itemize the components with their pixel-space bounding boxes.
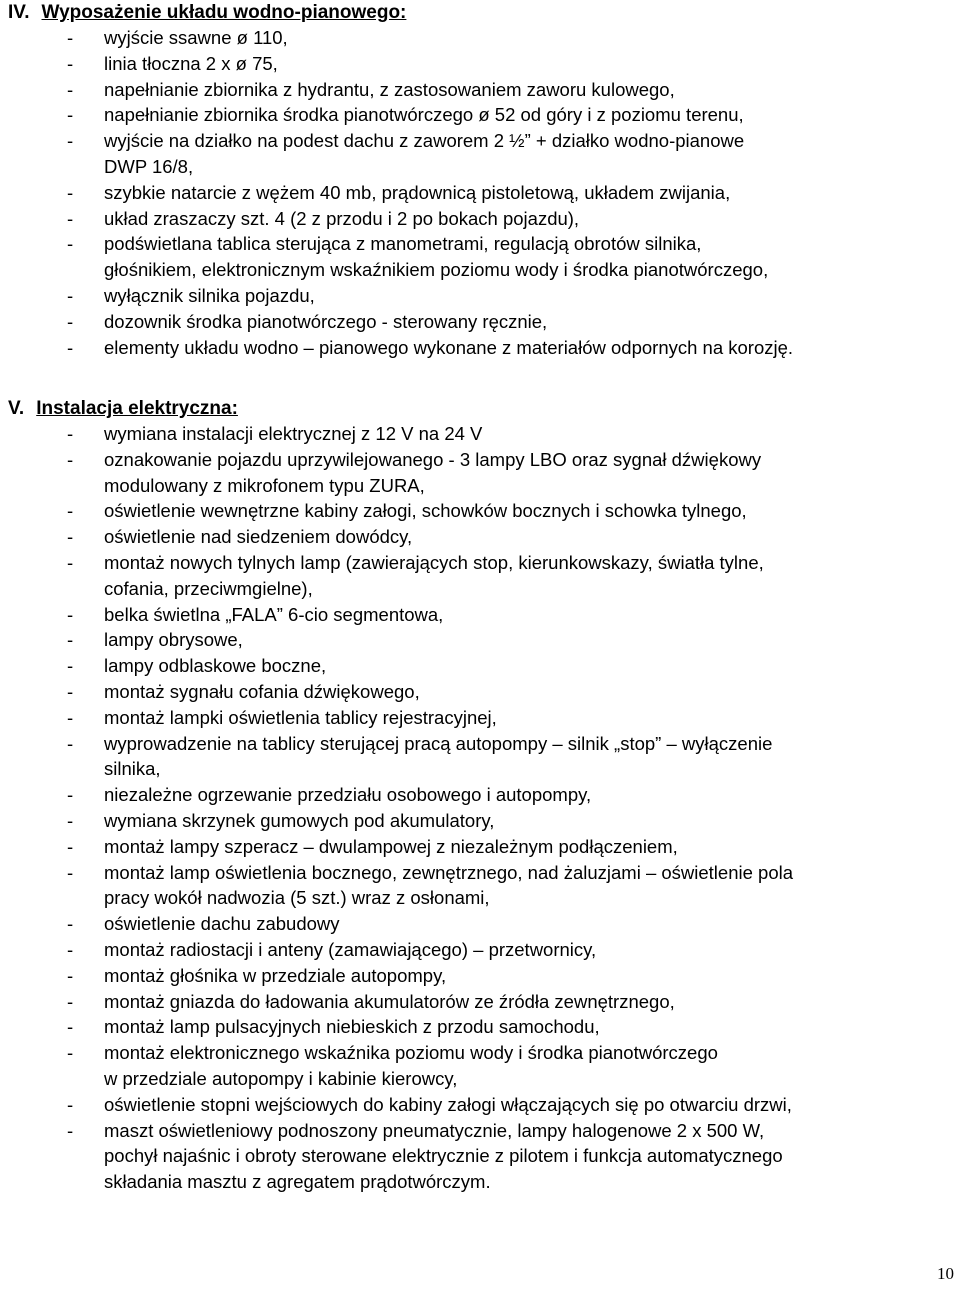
bullet-dash: - [67,78,74,100]
list-item [67,208,579,230]
bullet-dash: - [67,732,74,754]
list-item-text: oznakowanie pojazdu uprzywilejowanego - 3 lampy LBO oraz sygnał dźwiękowy [104,448,762,470]
list-item [67,130,744,152]
bullet-dash: - [67,423,74,444]
list-item-text: montaż lampy szperacz – dwulampowej z niezależnym podłączeniem, [104,835,678,857]
bullet-dash: - [67,629,74,651]
bullet-dash: - [67,526,74,548]
list-item [67,939,596,961]
list-item-continuation: w przedziale autopompy i kabinie kierowcy, [104,1068,458,1089]
list-item [67,784,591,806]
list-item-text: niezależne ogrzewanie przedziału osobowego i autopompy, [104,784,592,806]
list-item [67,526,412,548]
list-item-continuation: pochył najaśnic i obroty sterowane elektrycznie z pilotem i funkcja automatycznego [104,1145,783,1167]
list-item-text: belka świetlna „FALA” 6-cio segmentowa, [104,603,444,625]
list-item-text: montaż radiostacji i anteny (zamawiającego) – przetwornicy, [104,939,597,960]
list-item [67,53,278,75]
list-item-text: oświetlenie nad siedzeniem dowódcy, [104,526,413,548]
list-item-text: wyjście ssawne ø 110, [104,27,288,48]
list-item [67,913,340,935]
list-item [67,79,675,101]
bullet-dash: - [67,1042,74,1064]
bullet-dash: - [67,1093,74,1115]
list-item [67,1042,718,1064]
list-item [67,681,420,703]
list-item-text: oświetlenie wewnętrzne kabiny załogi, schowków bocznych i schowka tylnego, [104,500,747,522]
list-item [67,337,793,359]
list-item-text: lampy odblaskowe boczne, [104,655,327,677]
list-item-text: napełnianie zbiornika z hydrantu, z zastosowaniem zaworu kulowego, [104,78,675,100]
list-item-text: maszt oświetleniowy podnoszony pneumatycznie, lampy halogenowe 2 x 500 W, [104,1119,765,1141]
bullet-dash: - [67,448,74,470]
list-item-text: napełnianie zbiornika środka pianotwórczego ø 52 od góry i z poziomu terenu, [104,104,744,126]
list-item-text: montaż elektronicznego wskaźnika poziomu wody i środka pianotwórczego [104,1042,718,1064]
bullet-dash: - [67,285,74,306]
list-item [67,1094,792,1116]
list-item [67,311,547,333]
list-item [67,449,761,471]
bullet-dash: - [67,990,74,1012]
list-item [67,1016,600,1038]
bullet-dash: - [67,913,74,935]
list-item-text: dozownik środka pianotwórczego - sterowany ręcznie, [104,310,548,332]
bullet-dash: - [67,603,74,625]
list-item-text: montaż sygnału cofania dźwiękowego, [104,681,420,702]
bullet-dash: - [67,52,74,74]
list-item-text: wyprowadzenie na tablicy sterującej pracą autopompy – silnik „stop” – wyłączenie [104,732,773,754]
list-item-text: wymiana instalacji elektrycznej z 12 V na 24 V [104,423,483,444]
bullet-dash: - [67,181,74,203]
list-item-text: elementy układu wodno – pianowego wykonane z materiałów odpornych na korozję. [104,336,794,358]
bullet-dash: - [67,130,74,152]
bullet-dash: - [67,784,74,806]
list-item-text: lampy obrysowe, [104,629,243,651]
list-item-continuation: DWP 16/8, [104,156,194,177]
list-item-text: montaż nowych tylnych lamp (zawierających stop, kierunkowskazy, światła tylne, [104,552,764,573]
list-item-continuation: cofania, przeciwmgielne), [104,577,313,599]
bullet-dash: - [67,861,74,883]
list-item [67,836,678,858]
list-item-text: montaż lamp oświetlenia bocznego, zewnętrznego, nad żaluzjami – oświetlenie pola [104,861,794,883]
list-item [67,733,772,755]
bullet-dash: - [67,104,74,126]
list-item-text: wyjście na działko na podest dachu z zaworem 2 ½” + działko wodno-pianowe [104,130,745,152]
list-item-continuation: pracy wokół nadwozia (5 szt.) wraz z osłonami, [104,887,490,909]
list-item-text: oświetlenie dachu zabudowy [104,913,340,935]
bullet-dash: - [67,552,74,573]
list-item-text: wymiana skrzynek gumowych pod akumulatory, [104,810,495,831]
bullet-dash: - [67,27,74,48]
list-item-continuation: składania masztu z agregatem prądotwórczym. [104,1171,491,1193]
list-item [67,604,443,626]
list-item [67,629,243,651]
list-item-text: linia tłoczna 2 x ø 75, [104,52,278,74]
list-item-continuation: głośnikiem, elektronicznym wskaźnikiem poziomu wody i środka pianotwórczego, [104,259,769,281]
list-item-continuation: modulowany z mikrofonem typu ZURA, [104,474,425,496]
list-item [67,655,326,677]
section-number: IV. [8,2,30,23]
list-item [67,552,764,574]
list-item-text: układ zraszaczy szt. 4 (2 z przodu i 2 po bokach pojazdu), [104,207,580,229]
bullet-dash: - [67,835,74,857]
list-item-text: montaż gniazda do ładowania akumulatorów ze źródła zewnętrznego, [104,990,675,1012]
section-title: Wyposażenie układu wodno-pianowego: [41,2,407,23]
bullet-dash: - [67,233,74,255]
bullet-dash: - [67,939,74,960]
list-item-text: montaż głośnika w przedziale autopompy, [104,964,447,986]
list-item-text: oświetlenie stopni wejściowych do kabiny załogi włączających się po otwarciu drzwi, [104,1093,792,1115]
list-item [67,423,482,445]
bullet-dash: - [67,1119,74,1141]
bullet-dash: - [67,655,74,677]
list-item [67,810,494,832]
list-item [67,285,315,307]
list-item [67,233,701,255]
list-item-text: szybkie natarcie z wężem 40 mb, prądownicą pistoletową, układem zwijania, [104,181,731,203]
bullet-dash: - [67,810,74,831]
list-item-text: wyłącznik silnika pojazdu, [104,285,315,306]
list-item [67,182,730,204]
list-item [67,500,747,522]
bullet-dash: - [67,207,74,229]
bullet-dash: - [67,681,74,702]
list-item-text: podświetlana tablica sterująca z manometrami, regulacją obrotów silnika, [104,233,702,255]
bullet-dash: - [67,336,74,358]
section-title: Instalacja elektryczna: [36,398,238,419]
bullet-dash: - [67,310,74,332]
list-item [67,862,793,884]
page-number: 10 [937,1264,954,1283]
list-item-continuation: silnika, [104,758,161,780]
section-number: V. [8,398,25,419]
bullet-dash: - [67,1016,74,1038]
list-item [67,991,675,1013]
bullet-dash: - [67,500,74,522]
list-item [67,965,446,987]
bullet-dash: - [67,964,74,986]
section-iv-heading [8,2,406,24]
list-item [67,104,744,126]
list-item-text: montaż lamp pulsacyjnych niebieskich z przodu samochodu, [104,1016,600,1038]
list-item-text: montaż lampki oświetlenia tablicy rejestracyjnej, [104,706,497,728]
section-v-heading [8,398,238,420]
list-item [67,27,288,49]
bullet-dash: - [67,706,74,728]
list-item [67,1120,764,1142]
list-item [67,707,497,729]
